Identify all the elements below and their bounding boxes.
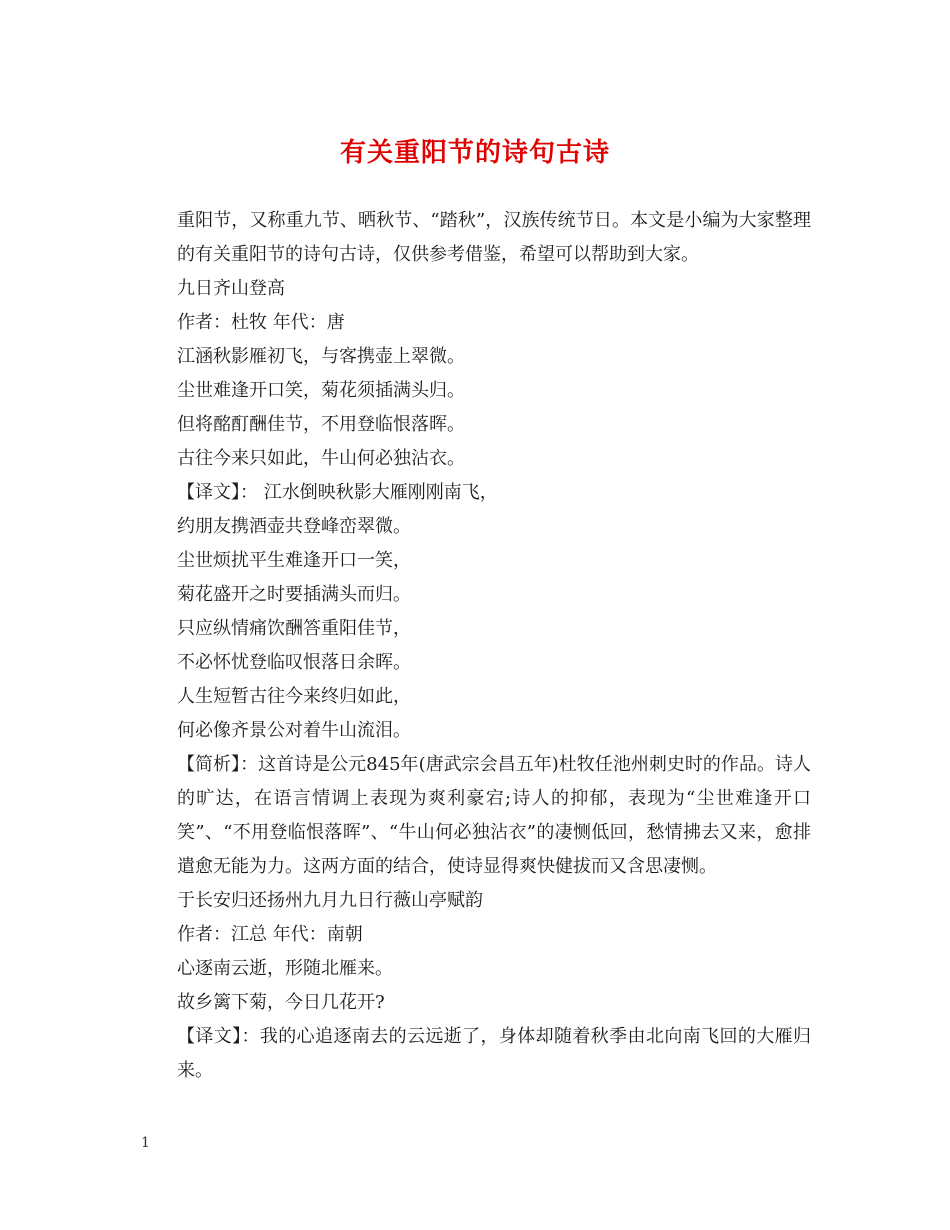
poem-author-line: 作者：江总 年代：南朝	[177, 924, 363, 945]
poem-author-line: 作者：杜牧 年代：唐	[177, 312, 345, 333]
translation-line: 只应纵情痛饮酬答重阳佳节，	[177, 618, 411, 639]
page-number: 1	[141, 1135, 150, 1151]
poem-title: 九日齐山登高	[177, 278, 285, 299]
translation-line: 不必怀忧登临叹恨落日余晖。	[177, 652, 411, 673]
poem-line: 但将酩酊酬佳节，不用登临恨落晖。	[177, 414, 465, 435]
translation-paragraph: 【译文】：我的心追逐南去的云远逝了，身体却随着秋季由北向南飞回的大雁归来。	[177, 1026, 811, 1081]
poem-line: 故乡篱下菊，今日几花开?	[177, 992, 385, 1013]
poem-title: 于长安归还扬州九月九日行薇山亭赋韵	[177, 890, 483, 911]
intro-paragraph: 重阳节，又称重九节、晒秋节、“踏秋”，汉族传统节日。本文是小编为大家整理的有关重阳节的诗句古诗，仅供参考借鉴，希望可以帮助到大家。	[177, 210, 811, 265]
translation-line: 菊花盛开之时要插满头而归。	[177, 584, 411, 605]
poem-line: 古往今来只如此，牛山何必独沾衣。	[177, 448, 465, 469]
poem-line: 心逐南云逝，形随北雁来。	[177, 958, 393, 979]
poem-line: 江涵秋影雁初飞，与客携壶上翠微。	[177, 346, 465, 367]
poem-line: 尘世难逢开口笑，菊花须插满头归。	[177, 380, 465, 401]
translation-line: 何必像齐景公对着牛山流泪。	[177, 720, 411, 741]
article-body	[141, 204, 811, 1088]
translation-line: 约朋友携酒壶共登峰峦翠微。	[177, 516, 411, 537]
page-title: 有关重阳节的诗句古诗	[339, 138, 610, 168]
translation-line: 人生短暂古往今来终归如此，	[177, 686, 411, 707]
translation-line: 尘世烦扰平生难逢开口一笑，	[177, 550, 411, 571]
analysis-paragraph: 【简析】：这首诗是公元845年(唐武宗会昌五年)杜牧任池州刺史时的作品。诗人的旷达，在语言情调上表现为爽利豪宕;诗人的抑郁，表现为“尘世难逢开口笑”、“不用登临恨落晖”、“牛山何必独沾衣”的凄恻低回，愁情拂去又来，愈排遣愈无能为力。这两方面的结合，使诗显得爽快健拔而又含思凄恻。	[177, 754, 811, 877]
translation-line: 【译文】： 江水倒映秋影大雁刚刚南飞，	[177, 482, 498, 503]
